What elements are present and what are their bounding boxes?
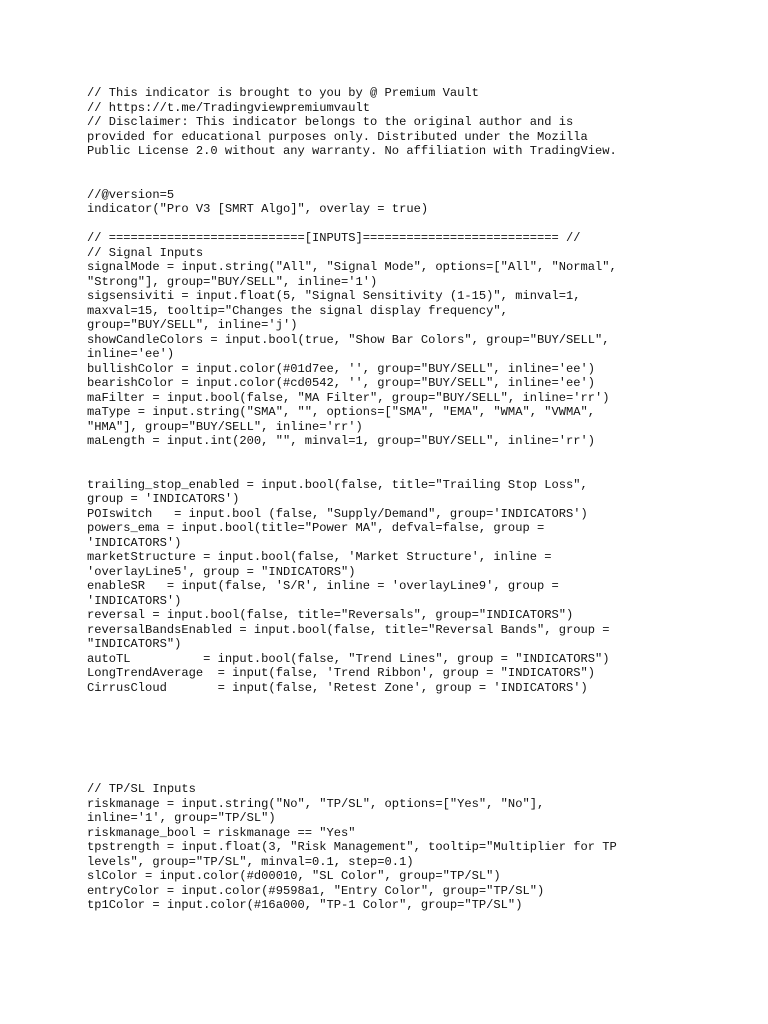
code-line: "INDICATORS"): [87, 637, 182, 651]
code-line: autoTL = input.bool(false, "Trend Lines", group = "INDICATORS"): [87, 651, 610, 666]
code-line: reversal = input.bool(false, title="Reversals", group="INDICATORS"): [87, 608, 574, 622]
code-line: reversalBandsEnabled = input.bool(false, title="Reversal Bands", group =: [87, 622, 610, 637]
indicator-inputs-block: [87, 478, 747, 696]
code-line: tpstrength = input.float(3, "Risk Management", tooltip="Multiplier for TP: [87, 840, 617, 854]
code-line: POIswitch = input.bool (false, "Supply/Demand", group='INDICATORS'): [87, 506, 588, 521]
code-line: showCandleColors = input.bool(true, "Show Bar Colors", group="BUY/SELL",: [87, 332, 610, 347]
code-line: maFilter = input.bool(false, "MA Filter", group="BUY/SELL", inline='rr'): [87, 390, 610, 405]
header-comment-block: [87, 86, 747, 159]
code-line: LongTrendAverage = input(false, 'Trend Ribbon', group = "INDICATORS"): [87, 666, 596, 680]
tpsl-inputs-block: [87, 782, 747, 913]
code-document: [87, 86, 747, 913]
code-line: maxval=15, tooltip="Changes the signal display frequency",: [87, 303, 508, 318]
code-line: inline='1', group="TP/SL"): [87, 811, 276, 825]
code-line: riskmanage_bool = riskmanage == "Yes": [87, 825, 356, 840]
spacer: [87, 217, 747, 232]
version-block: [87, 188, 747, 217]
code-line: indicator("Pro V3 [SMRT Algo]", overlay = true): [87, 202, 429, 216]
code-line: entryColor = input.color(#9598a1, "Entry Color", group="TP/SL"): [87, 883, 545, 898]
code-line: levels", group="TP/SL", minval=0.1, step=0.1): [87, 854, 414, 869]
code-line: bullishColor = input.color(#01d7ee, '', group="BUY/SELL", inline='ee'): [87, 361, 596, 376]
code-line: // Disclaimer: This indicator belongs to the original author and is: [87, 115, 574, 129]
code-line: inline='ee'): [87, 347, 175, 361]
code-line: powers_ema = input.bool(title="Power MA", defval=false, group =: [87, 521, 545, 535]
code-line: 'INDICATORS'): [87, 535, 182, 550]
code-line: CirrusCloud = input(false, 'Retest Zone', group = 'INDICATORS'): [87, 680, 588, 695]
signal-inputs-block: [87, 231, 747, 449]
code-line: signalMode = input.string("All", "Signal Mode", options=["All", "Normal",: [87, 260, 617, 274]
code-line: //@version=5: [87, 187, 175, 202]
code-line: 'INDICATORS'): [87, 593, 182, 608]
code-line: 'overlayLine5', group = "INDICATORS"): [87, 564, 356, 579]
code-line: provided for educational purposes only. Distributed under the Mozilla: [87, 129, 588, 144]
code-line: // https://t.me/Tradingviewpremiumvault: [87, 100, 371, 115]
code-line: "Strong"], group="BUY/SELL", inline='1'): [87, 274, 378, 289]
spacer: [87, 695, 747, 782]
code-line: // ===========================[INPUTS]=========================== //: [87, 231, 581, 245]
code-line: // This indicator is brought to you by @ Premium Vault: [87, 86, 479, 100]
code-line: "HMA"], group="BUY/SELL", inline='rr'): [87, 419, 363, 434]
code-line: group="BUY/SELL", inline='j'): [87, 318, 298, 332]
code-line: slColor = input.color(#d00010, "SL Color", group="TP/SL"): [87, 869, 501, 883]
code-line: maType = input.string("SMA", "", options=["SMA", "EMA", "WMA", "VWMA",: [87, 405, 596, 419]
code-line: bearishColor = input.color(#cd0542, '', group="BUY/SELL", inline='ee'): [87, 376, 596, 390]
spacer: [87, 159, 747, 188]
code-line: maLength = input.int(200, "", minval=1, group="BUY/SELL", inline='rr'): [87, 434, 596, 448]
code-line: trailing_stop_enabled = input.bool(false, title="Trailing Stop Loss",: [87, 477, 588, 492]
code-line: riskmanage = input.string("No", "TP/SL", options=["Yes", "No"],: [87, 796, 545, 811]
code-line: Public License 2.0 without any warranty. No affiliation with TradingView.: [87, 144, 617, 158]
code-line: tp1Color = input.color(#16a000, "TP-1 Color", group="TP/SL"): [87, 898, 523, 912]
code-line: sigsensiviti = input.float(5, "Signal Sensitivity (1-15)", minval=1,: [87, 289, 581, 303]
code-line: enableSR = input(false, 'S/R', inline = 'overlayLine9', group =: [87, 579, 559, 593]
code-line: // Signal Inputs: [87, 245, 204, 260]
spacer: [87, 449, 747, 478]
code-line: group = 'INDICATORS'): [87, 492, 240, 506]
code-line: // TP/SL Inputs: [87, 782, 196, 796]
code-line: marketStructure = input.bool(false, 'Market Structure', inline =: [87, 550, 552, 564]
